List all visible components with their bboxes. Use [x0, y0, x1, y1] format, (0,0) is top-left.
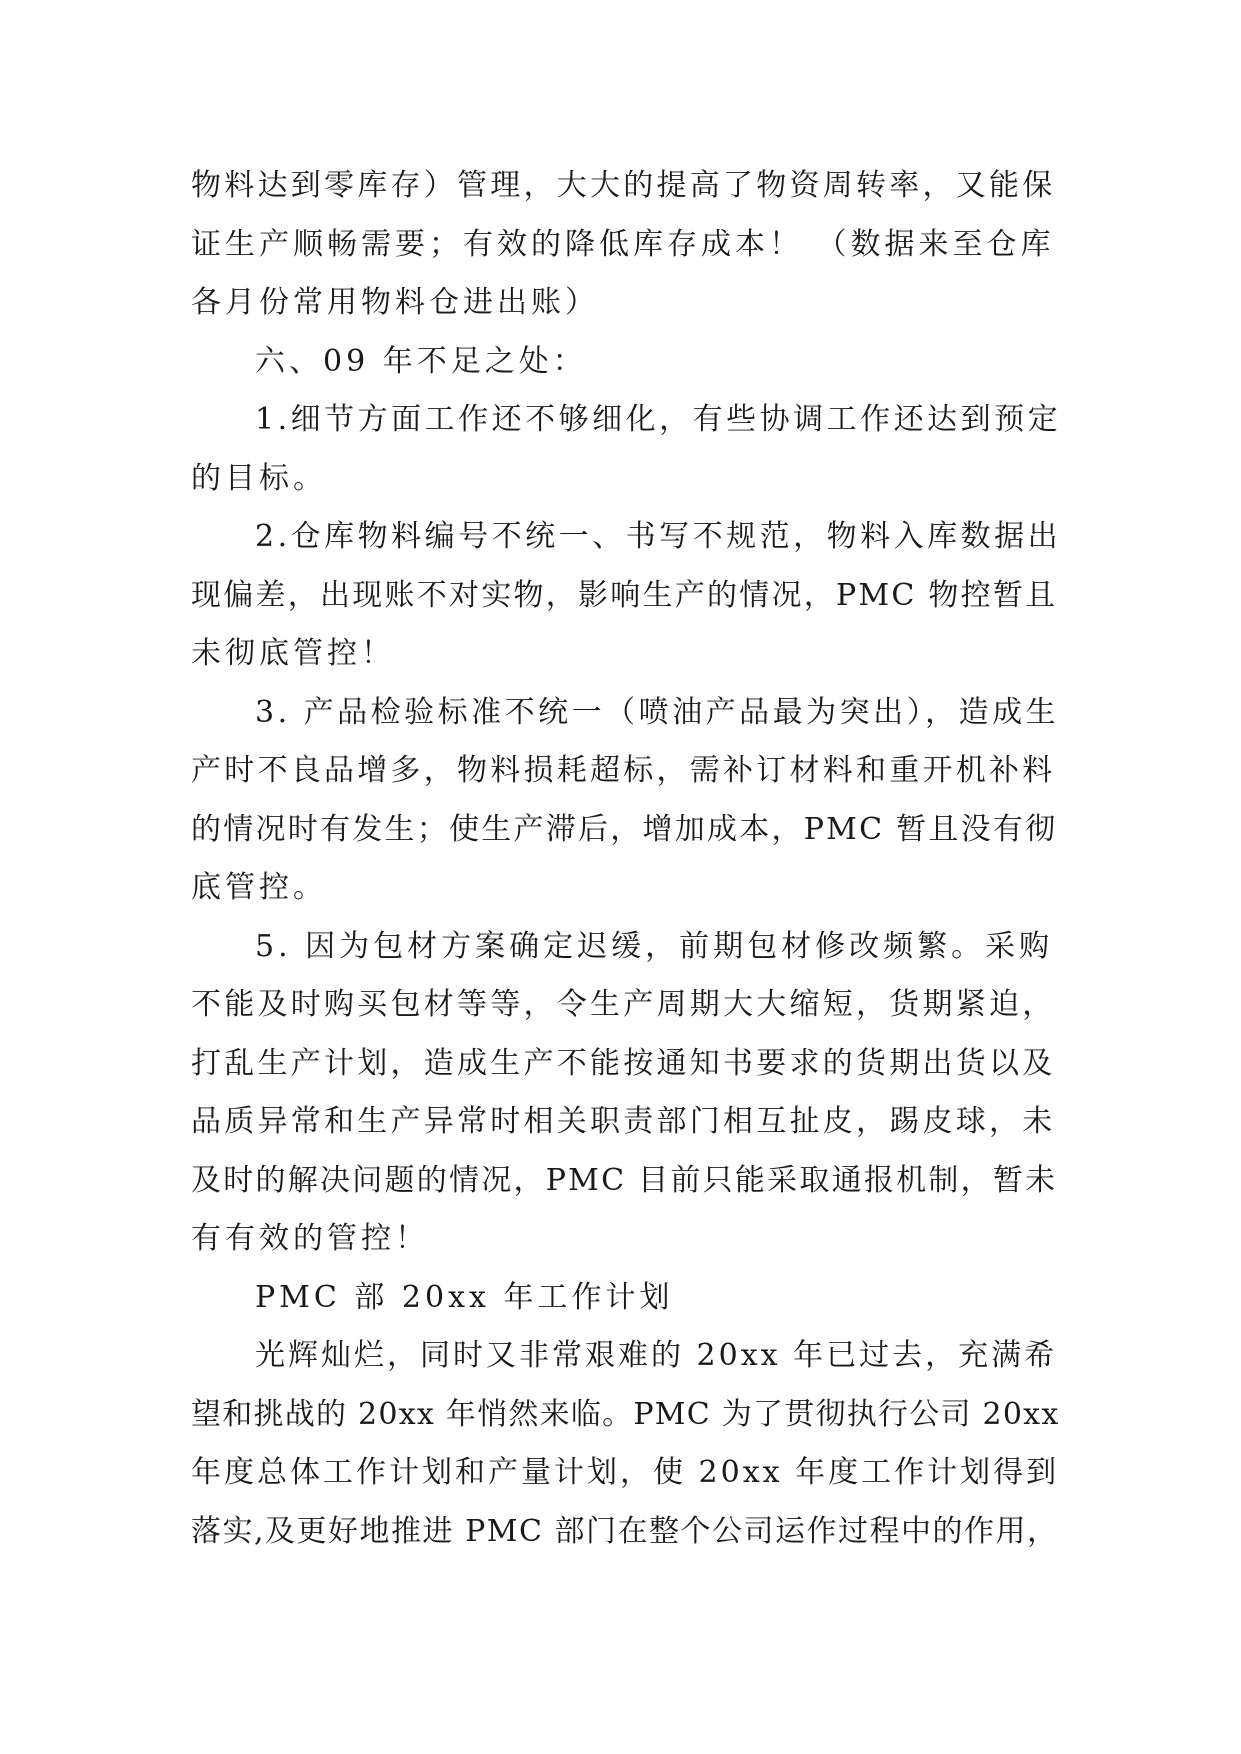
text-line: 5. 因为包材方案确定迟缓，前期包材修改频繁。采购	[255, 928, 1054, 964]
text-line: 的目标。	[191, 460, 327, 496]
text-line: 证生产顺畅需要；有效的降低库存成本！ （数据来至仓库	[191, 226, 1055, 262]
text-line: 的情况时有发生；使生产滞后，增加成本，PMC 暂且没有彻	[191, 811, 1058, 847]
text-line: 各月份常用物料仓进出账）	[191, 285, 599, 320]
text-line: 不能及时购买包材等等，令生产周期大大缩短，货期紧迫，	[191, 987, 1056, 1022]
text-line: 打乱生产计划，造成生产不能按通知书要求的货期出货以及	[191, 1045, 1056, 1081]
text-line: 1.细节方面工作还不够细化，有些协调工作还达到预定	[255, 402, 1062, 437]
document-body	[191, 157, 1061, 1561]
text-line: 3. 产品检验标准不统一（喷油产品最为突出），造成生	[255, 694, 1060, 730]
text-line: 底管控。	[191, 870, 327, 905]
text-line: 光辉灿烂，同时又非常艰难的 20xx 年已过去，充满希	[255, 1338, 1058, 1373]
text-line: 六、09 年不足之处：	[255, 343, 587, 379]
text-line: 年度总体工作计划和产量计划，使 20xx 年度工作计划得到	[191, 1455, 1060, 1490]
text-line: 望和挑战的 20xx 年悄然来临。PMC 为了贯彻执行公司 20xx	[191, 1396, 1060, 1432]
text-line: PMC 部 20xx 年工作计划	[255, 1279, 674, 1315]
text-line: 及时的解决问题的情况，PMC 目前只能采取通报机制，暂未	[191, 1162, 1058, 1198]
text-line: 现偏差，出现账不对实物，影响生产的情况，PMC 物控暂且	[191, 577, 1058, 613]
text-line: 2.仓库物料编号不统一、书写不规范，物料入库数据出	[255, 519, 1062, 554]
text-line: 落实,及更好地推进 PMC 部门在整个公司运作过程中的作用，	[191, 1513, 1059, 1549]
text-line: 物料达到零库存）管理，大大的提高了物资周转率，又能保	[191, 168, 1056, 203]
text-line: 未彻底管控！	[191, 636, 395, 671]
text-line: 产时不良品增多，物料损耗超标，需补订材料和重开机补料	[191, 753, 1056, 788]
text-line: 品质异常和生产异常时相关职责部门相互扯皮，踢皮球，未	[191, 1104, 1056, 1139]
text-line: 有有效的管控！	[191, 1221, 429, 1256]
